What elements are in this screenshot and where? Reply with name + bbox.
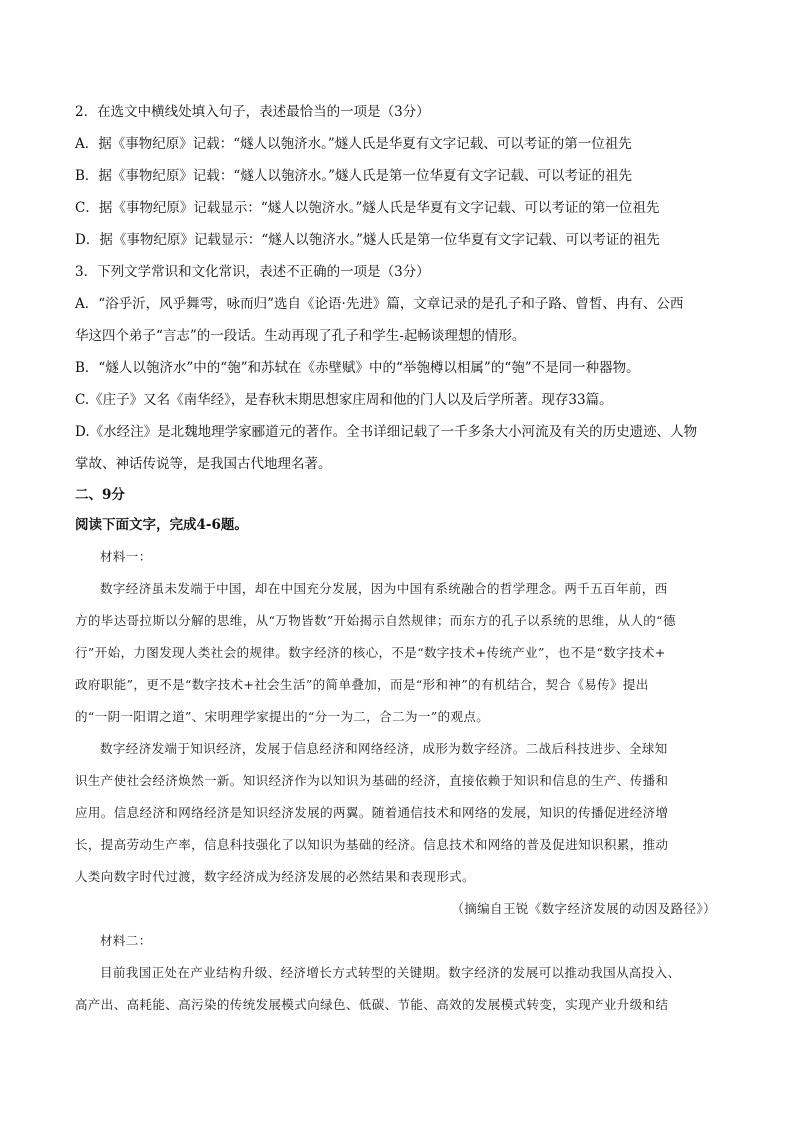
q3-option-d-line1: D.《水经注》是北魏地理学家郦道元的著作。全书详细记载了一千多条大小河流及有关的历史遗迹、人物	[75, 424, 698, 440]
material1-p2-line: 应用。信息经济和网络经济是知识经济发展的两翼。随着通信技术和网络的发展，知识的传播促进经济增	[75, 805, 669, 820]
q3-option-c: C.《庄子》又名《南华经》，是春秋末期思想家庄周和他的门人以及后学所著。现存33篇。	[75, 392, 613, 408]
q3-option-a-line2: 华这四个弟子“言志”的一段话。生动再现了孔子和学生-起畅谈理想的情形。	[75, 328, 526, 344]
q3-option-d-line2: 掌故、神话传说等，是我国古代地理名著。	[75, 456, 332, 472]
material1-p2-line: 长，提高劳动生产率，信息科技强化了以知识为基础的经济。信息技术和网络的普及促进知识积累，推动	[75, 837, 669, 852]
q2-option-d: D．据《事物纪原》记载显示：“燧人以匏济水。”燧人氏是第一位华夏有文字记载、可以考证的祖先	[75, 232, 660, 248]
q2-stem: 2．在选文中横线处填入句子，表述最恰当的一项是（3分）	[75, 104, 430, 120]
q2-option-b: B．据《事物纪原》记载：“燧人以匏济水。”燧人氏是第一位华夏有文字记载、可以考证的祖先	[75, 168, 632, 184]
q2-option-c: C．据《事物纪原》记载显示：“燧人以匏济水。”燧人氏是华夏有文字记载、可以考证的第一位祖先	[75, 200, 660, 216]
material1-p2-line: 识生产使社会经济焕然一新。知识经济作为以知识为基础的经济，直接依赖于知识和信息的生产、传播和	[75, 773, 669, 788]
material1-p2-line: 数字经济发端于知识经济，发展于信息经济和网络经济，成形为数字经济。二战后科技进步、全球知	[100, 741, 668, 756]
material2-p1-line: 目前我国正处在产业结构升级、经济增长方式转型的关键期。数字经济的发展可以推动我国从高投入、	[100, 965, 681, 980]
section-instruction: 阅读下面文字，完成4-6题。	[75, 517, 248, 533]
q3-stem: 3．下列文学常识和文化常识，表述不正确的一项是（3分）	[75, 264, 430, 280]
section-heading: 二、9分	[75, 487, 125, 503]
material1-label: 材料一：	[100, 549, 152, 564]
material2-label: 材料二：	[100, 933, 152, 948]
material1-p1-line: 行”开始，力图发现人类社会的规律。数字经济的核心，不是“数字技术+传统产业”，也不是“数字技术+	[75, 645, 666, 660]
material1-p1-line: 政府职能”，更不是“数字技术+社会生活”的简单叠加，而是“形和神”的有机结合，契合《易传》提出	[75, 677, 649, 692]
material1-p1-line: 方的毕达哥拉斯以分解的思维，从“万物皆数”开始揭示自然规律；而东方的孔子以系统的思维，从人的“德	[75, 613, 676, 628]
material1-source: （摘编自王锐《数字经济发展的动因及路径》）	[451, 901, 716, 916]
material1-p1-line: 数字经济虽未发端于中国，却在中国充分发展，因为中国有系统融合的哲学理念。两千五百年前，西	[100, 581, 668, 596]
material2-p1-line: 高产出、高耗能、高污染的传统发展模式向绿色、低碳、节能、高效的发展模式转变，实现产业升级和结	[75, 997, 669, 1012]
material1-p2-line: 人类向数字时代过渡，数字经济成为经济发展的必然结果和表现形式。	[75, 869, 475, 884]
material1-p1-line: 的“一阴一阳谓之道”、宋明理学家提出的“分一为二，合二为一”的观点。	[75, 709, 490, 724]
q3-option-a-line1: A．“浴乎沂，风乎舞雩，咏而归”选自《论语·先进》篇，文章记录的是孔子和子路、曾皙、冉有、公西	[75, 296, 684, 312]
q3-option-b: B．“燧人以匏济水”中的“匏”和苏轼在《赤壁赋》中的“举匏樽以相属”的“匏”不是同一种器物。	[75, 360, 640, 376]
q2-option-a: A．据《事物纪原》记载：“燧人以匏济水。”燧人氏是华夏有文字记载、可以考证的第一位祖先	[75, 136, 632, 152]
